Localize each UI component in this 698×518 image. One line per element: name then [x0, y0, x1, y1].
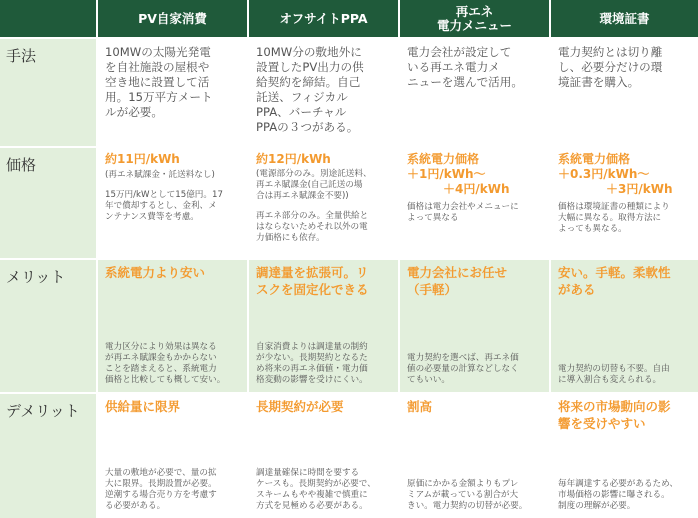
- price-offsite-ppa-note-1: (電源部分のみ。別途託送料、 再エネ賦課金(自己託送の場 合は再エネ賦課金不要)): [256, 169, 372, 201]
- method-certificate: [551, 39, 698, 148]
- merit-renewable-menu-note: 電力契約を選べば、再エネ価 値の必要量の計算などしなく てもいい。: [407, 353, 519, 385]
- price-pv-main: 約11円/kWh: [105, 152, 180, 166]
- merit-offsite-ppa-note: 自家消費よりは調達量の制約 が少ない。長期契約となるた め将来の再エネ価値・電力価 格変動の影響を受けにくい。: [256, 342, 368, 385]
- method-offsite-ppa: [249, 39, 400, 148]
- row-label-merit: メリット: [0, 260, 98, 394]
- price-pv-note-2: 15万円/kWとして15億円。17 年で償却するとし、金利、メ ンテナンス費等を考慮。: [105, 190, 223, 222]
- merit-offsite-ppa-title: 調達量を拡張可。リ スクを固定化できる: [256, 265, 369, 297]
- method-pv: [98, 39, 249, 148]
- price-offsite-ppa-main: 約12円/kWh: [256, 152, 331, 166]
- demerit-offsite-ppa: [249, 394, 400, 518]
- method-offsite-ppa-text: 10MW分の敷地外に 設置したPV出力の供 給契約を締結。自己 託送、フィジカル PPA、バーチャル PPAの３つがある。: [256, 45, 364, 134]
- method-renewable-menu: [400, 39, 551, 148]
- row-label-method: 手法: [0, 39, 98, 148]
- price-certificate-note: 価格は環境証書の種類により 大幅に異なる。取得方法に よっても異なる。: [558, 202, 670, 234]
- merit-certificate-title: 安い。手軽。柔軟性 がある: [558, 265, 671, 297]
- merit-certificate-note: 電力契約の切替も不要。自由 に導入割合も変えられる。: [558, 364, 670, 385]
- price-renewable-menu-main: 系統電力価格 ＋1円/kWh〜 ＋4円/kWh: [407, 152, 510, 196]
- header-corner: [0, 0, 98, 39]
- price-offsite-ppa-note-2: 再エネ部分のみ。全量供給と はならないためそれ以外の電 力価格にも依存。: [256, 211, 369, 243]
- method-pv-text: 10MWの太陽光発電 を自社施設の屋根や 空き地に設置して活 用。15万平方メート ルが必要。: [105, 45, 213, 119]
- merit-renewable-menu-title: 電力会社にお任せ （手軽）: [407, 265, 508, 297]
- demerit-pv-title: 供給量に限界: [105, 399, 181, 414]
- merit-pv-note: 電力区分により効果は異なる が再エネ賦課金もかからない ことを踏まえると、系統電力 価格と比較しても概して安い。: [105, 342, 226, 385]
- price-pv-note-1: (再エネ賦課金・託送料なし): [105, 170, 215, 180]
- demerit-pv: [98, 394, 249, 518]
- demerit-renewable-menu-note: 原価にかかる金額よりもプレ ミアムが載っている割合が大 きい。電力契約の切替が必要。: [407, 479, 528, 511]
- price-pv: [98, 148, 249, 260]
- demerit-renewable-menu: [400, 394, 551, 518]
- header-offsite-ppa: オフサイトPPA: [249, 0, 400, 39]
- price-certificate: [551, 148, 698, 260]
- demerit-certificate-title: 将来の市場動向の影 響を受けやすい: [558, 399, 671, 431]
- method-renewable-menu-text: 電力会社が設定して いる再エネ電力メ ニューを選んで活用。: [407, 45, 523, 89]
- merit-offsite-ppa: [249, 260, 400, 394]
- demerit-pv-note: 大量の敷地が必要で、量の拡 大に限界。長期設置が必要。 逆潮する場合売り方を考慮す る必要がある。: [105, 468, 217, 511]
- merit-pv-title: 系統電力より安い: [105, 265, 206, 280]
- demerit-offsite-ppa-note: 調達量確保に時間を要する ケースも。長期契約が必要で、 スキームもやや複雑で慎重に 方式を見極める必要がある。: [256, 468, 376, 511]
- demerit-offsite-ppa-title: 長期契約が必要: [256, 399, 344, 414]
- price-offsite-ppa: [249, 148, 400, 260]
- row-label-demerit: デメリット: [0, 394, 98, 518]
- merit-renewable-menu: [400, 260, 551, 394]
- demerit-certificate: [551, 394, 698, 518]
- demerit-certificate-note: 毎年調達する必要があるため、 市場価格の影響に曝される。 制度の理解が必要。: [558, 479, 678, 511]
- demerit-renewable-menu-title: 割高: [407, 399, 433, 414]
- merit-certificate: [551, 260, 698, 394]
- header-pv: PV自家消費: [98, 0, 249, 39]
- header-certificate: 環境証書: [551, 0, 698, 39]
- price-certificate-main: 系統電力価格 ＋0.3円/kWh〜 ＋3円/kWh: [558, 152, 673, 196]
- price-renewable-menu-note: 価格は電力会社やメニューに よって異なる: [407, 202, 519, 223]
- row-label-price: 価格: [0, 148, 98, 260]
- method-certificate-text: 電力契約とは切り離 し、必要分だけの環 境証書を購入。: [558, 45, 663, 89]
- merit-pv: [98, 260, 249, 394]
- header-renewable-menu: 再エネ 電力メニュー: [400, 0, 551, 39]
- price-renewable-menu: [400, 148, 551, 260]
